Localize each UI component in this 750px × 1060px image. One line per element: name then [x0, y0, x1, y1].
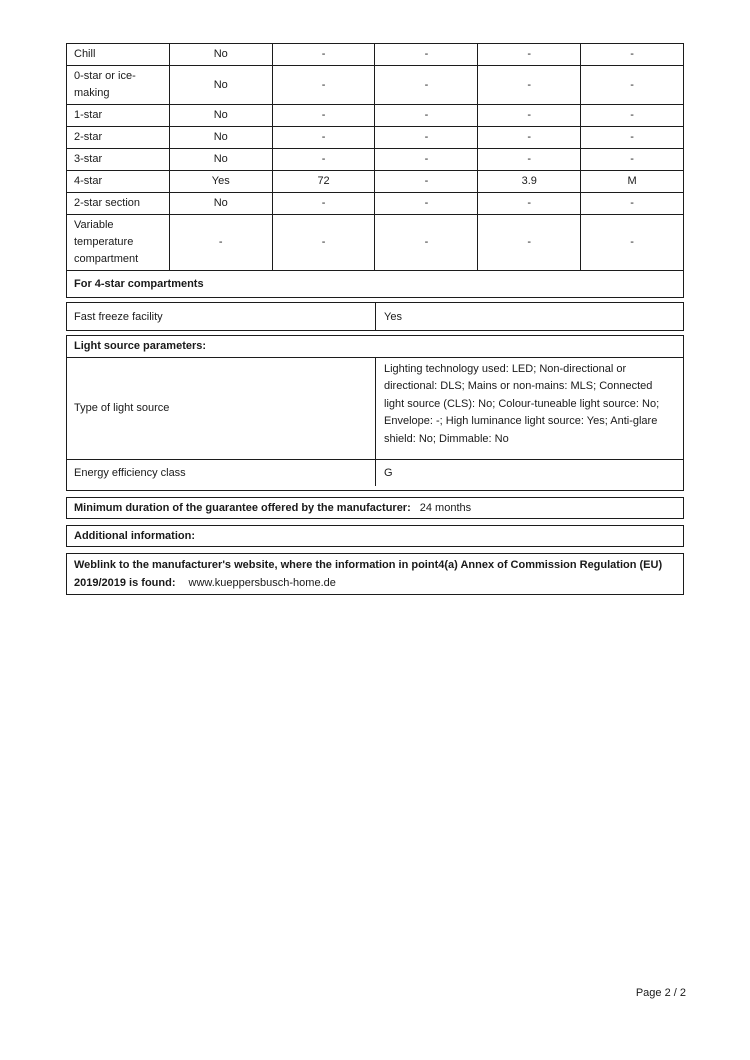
cell-value: -	[375, 193, 478, 215]
page-number: Page 2 / 2	[635, 987, 686, 999]
table-row	[67, 105, 684, 127]
cell-value: -	[375, 66, 478, 105]
row-label: 2-star section	[67, 193, 170, 215]
cell-value: -	[581, 127, 684, 149]
cell-value: -	[581, 44, 684, 66]
manufacturer-website-url: www.kueppersbusch-home.de	[188, 576, 336, 589]
cell-value: -	[272, 66, 375, 105]
row-label: 3-star	[67, 149, 170, 171]
cell-value: No	[169, 193, 272, 215]
cell-value: -	[272, 215, 375, 271]
cell-value: 3.9	[478, 171, 581, 193]
star-compartment-table	[66, 43, 684, 271]
row-type-of-light-source	[67, 358, 683, 461]
table-row	[67, 215, 684, 271]
row-label: Weblink to the manufacturer's website, where the information in point4(a) Annex of Commission Regulation (EU) 2019/2019 is found:	[74, 559, 663, 589]
cell-value: -	[478, 127, 581, 149]
section-heading: For 4-star compartments	[74, 278, 204, 290]
cell-value: -	[169, 215, 272, 271]
table-row	[67, 149, 684, 171]
cell-value: -	[478, 66, 581, 105]
cell-value: 24 months	[419, 502, 472, 514]
table-row	[67, 127, 684, 149]
cell-value: 72	[272, 171, 375, 193]
table-row	[67, 171, 684, 193]
row-label: Type of light source	[67, 358, 376, 460]
row-label: 4-star	[67, 171, 170, 193]
cell-value: Lighting technology used: LED; Non-directional or directional: DLS; Mains or non-mains: MLS; Connected light source (CLS): No; Colour-tuneable light source: No; Envelope: -; High luminance light source: Yes; Anti-glare shield: No; Dimmable: No	[384, 362, 660, 445]
cell-value: -	[375, 127, 478, 149]
row-guarantee-duration	[66, 497, 684, 519]
cell-value: No	[169, 105, 272, 127]
section-heading: Light source parameters:	[67, 336, 683, 358]
row-label: Minimum duration of the guarantee offered by the manufacturer:	[74, 502, 411, 514]
section-four-star-compartments	[66, 270, 684, 298]
table-row	[67, 193, 684, 215]
cell-value: -	[581, 66, 684, 105]
cell-value: No	[169, 127, 272, 149]
cell-value: M	[581, 171, 684, 193]
cell-value: -	[581, 193, 684, 215]
table-row	[67, 44, 684, 66]
row-label: 0-star or ice-making	[67, 66, 170, 105]
row-label: 1-star	[67, 105, 170, 127]
cell-value: Yes	[384, 310, 402, 323]
row-energy-efficiency-class	[67, 460, 683, 486]
cell-value: -	[375, 105, 478, 127]
cell-value: -	[581, 105, 684, 127]
row-fast-freeze-facility	[66, 302, 684, 331]
cell-value: -	[272, 149, 375, 171]
cell-value: -	[375, 171, 478, 193]
cell-value: Yes	[169, 171, 272, 193]
cell-value: -	[478, 44, 581, 66]
cell-value: -	[478, 149, 581, 171]
cell-value: -	[478, 105, 581, 127]
row-manufacturer-weblink	[66, 553, 684, 595]
cell-value: -	[478, 193, 581, 215]
table-row	[67, 66, 684, 105]
row-label: Chill	[67, 44, 170, 66]
cell-value: -	[272, 127, 375, 149]
cell-value: No	[169, 44, 272, 66]
cell-value: -	[375, 44, 478, 66]
cell-value: No	[169, 66, 272, 105]
cell-value: -	[375, 215, 478, 271]
section-heading: Additional information:	[74, 530, 195, 542]
cell-value: No	[169, 149, 272, 171]
cell-value: -	[478, 215, 581, 271]
cell-value: -	[581, 149, 684, 171]
cell-value: -	[272, 193, 375, 215]
section-light-source-parameters	[66, 335, 684, 491]
cell-value: -	[272, 44, 375, 66]
cell-value: -	[581, 215, 684, 271]
row-label: Variable temperature compartment	[67, 215, 170, 271]
row-label: Fast freeze facility	[67, 303, 376, 330]
cell-value: -	[375, 149, 478, 171]
row-label: 2-star	[67, 127, 170, 149]
cell-value: -	[272, 105, 375, 127]
row-label: Energy efficiency class	[67, 460, 376, 486]
row-additional-information	[66, 525, 684, 547]
cell-value: G	[384, 467, 393, 479]
